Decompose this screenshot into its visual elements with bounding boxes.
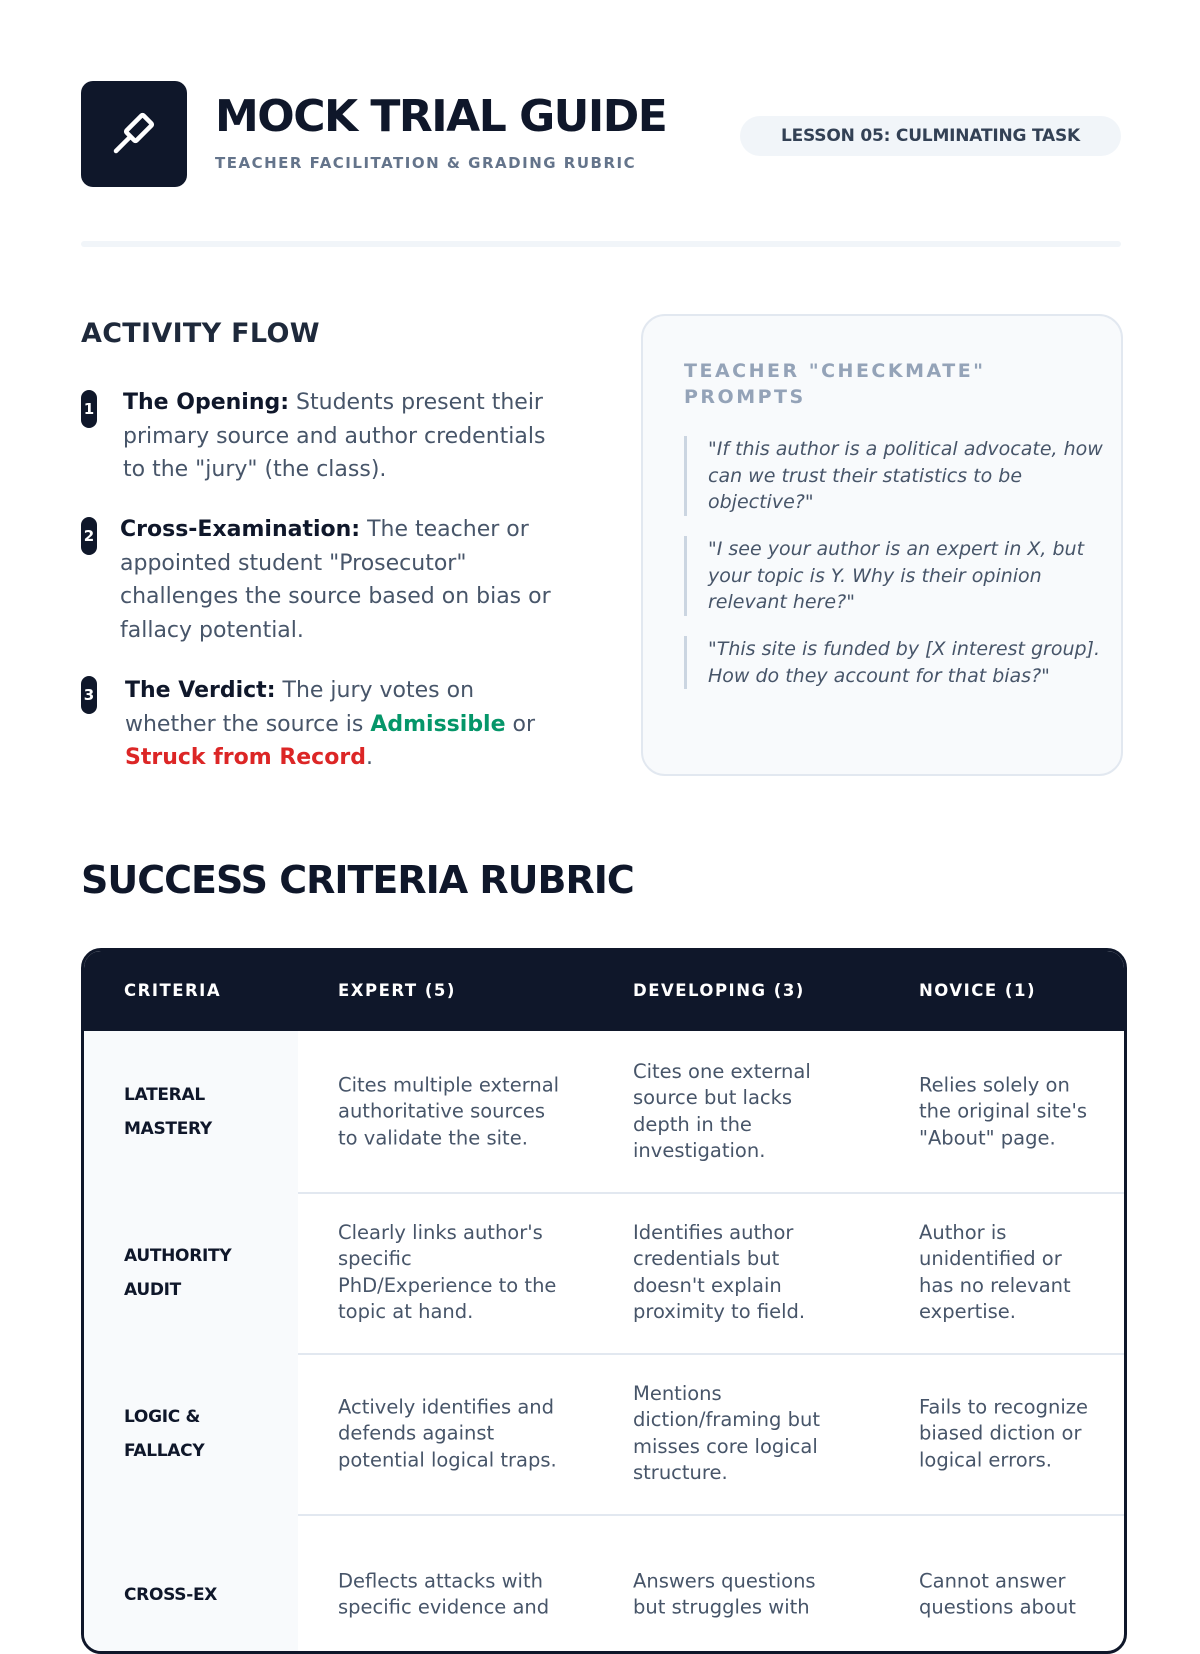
prompts-heading: TEACHER "CHECKMATE" PROMPTS: [684, 360, 986, 408]
column-header-developing: DEVELOPING (3): [633, 981, 805, 1000]
verdict-period: .: [365, 745, 373, 770]
step-text: [123, 386, 563, 487]
step-title: Cross-Examination:: [120, 517, 361, 542]
column-header-criteria: CRITERIA: [124, 981, 222, 1000]
step-number-badge: 1: [81, 390, 97, 428]
step-number-badge: 3: [81, 676, 97, 714]
flow-step-1: [81, 386, 571, 486]
rubric-row: [84, 1353, 1124, 1516]
step-title: The Opening:: [123, 390, 290, 415]
verdict-admissible: Admissible: [370, 711, 506, 737]
step-number-badge: 2: [81, 517, 97, 555]
flow-step-3: [81, 674, 571, 774]
prompt-quote: "This site is funded by [X interest group]. How do they account for that bias?": [684, 636, 1108, 689]
criteria-label: CROSS-EX: [124, 1584, 218, 1605]
rubric-table-header: [84, 951, 1124, 1031]
verdict-or: or: [512, 711, 536, 737]
expert-cell: Deflects attacks with specific evidence and: [338, 1569, 550, 1619]
step-description: Students present their primary source and author credentials to the "jury" (the class).: [123, 390, 546, 482]
developing-cell: Cites one external source but lacks depth in the investigation.: [633, 1059, 811, 1162]
step-description: The teacher or appointed student "Prosecutor" challenges the source based on bias or fallacy potential.: [120, 517, 551, 643]
gavel-icon: [108, 108, 160, 160]
expert-cell: Actively identifies and defends against potential logical traps.: [338, 1394, 557, 1471]
criteria-cell: [84, 1192, 298, 1353]
expert-cell: Clearly links author's specific PhD/Experience to the topic at hand.: [338, 1220, 557, 1323]
header-divider: [81, 241, 1121, 247]
column-header-expert: EXPERT (5): [338, 981, 456, 1000]
developing-cell: Mentions diction/framing but misses core logical structure.: [633, 1381, 821, 1484]
criteria-cell: [84, 1353, 298, 1514]
activity-flow-heading: ACTIVITY FLOW: [81, 318, 320, 349]
novice-cell: Cannot answer questions about: [919, 1569, 1076, 1619]
criteria-label: LATERAL MASTERY: [124, 1084, 212, 1139]
criteria-label: AUTHORITY AUDIT: [124, 1245, 232, 1300]
flow-step-2: [81, 513, 571, 647]
criteria-label: LOGIC & FALLACY: [124, 1406, 205, 1461]
developing-cell: Identifies author credentials but doesn't explain proximity to field.: [633, 1220, 806, 1323]
logo: [81, 81, 187, 187]
column-header-novice: NOVICE (1): [919, 981, 1036, 1000]
step-description: The jury votes on whether the source is: [125, 678, 475, 737]
rubric-row: [84, 1192, 1124, 1355]
prompt-quote: "I see your author is an expert in X, but your topic is Y. Why is their opinion relevant here?": [684, 536, 1108, 616]
step-text: [125, 674, 570, 775]
step-title: The Verdict:: [125, 678, 276, 703]
novice-cell: Author is unidentified or has no relevant expertise.: [919, 1220, 1071, 1323]
rubric-row: [84, 1514, 1124, 1654]
novice-cell: Relies solely on the original site's "About" page.: [919, 1072, 1088, 1149]
rubric-table: [81, 948, 1127, 1654]
developing-cell: Answers questions but struggles with: [633, 1569, 816, 1619]
criteria-cell: [84, 1031, 298, 1192]
criteria-cell: [84, 1514, 298, 1654]
step-text: [120, 513, 565, 647]
lesson-badge: LESSON 05: CULMINATING TASK: [740, 116, 1121, 156]
page-title: MOCK TRIAL GUIDE: [215, 91, 667, 142]
rubric-heading: SUCCESS CRITERIA RUBRIC: [81, 858, 634, 902]
verdict-struck: Struck from Record: [125, 745, 366, 770]
novice-cell: Fails to recognize biased diction or logical errors.: [919, 1394, 1088, 1471]
expert-cell: Cites multiple external authoritative sources to validate the site.: [338, 1072, 560, 1149]
page-header: [81, 81, 1121, 187]
prompt-quote: "If this author is a political advocate, how can we trust their statistics to be objective?": [684, 436, 1108, 516]
rubric-row: [84, 1031, 1124, 1194]
checkmate-prompts-card: [641, 314, 1123, 776]
page-subtitle: TEACHER FACILITATION & GRADING RUBRIC: [215, 154, 637, 172]
